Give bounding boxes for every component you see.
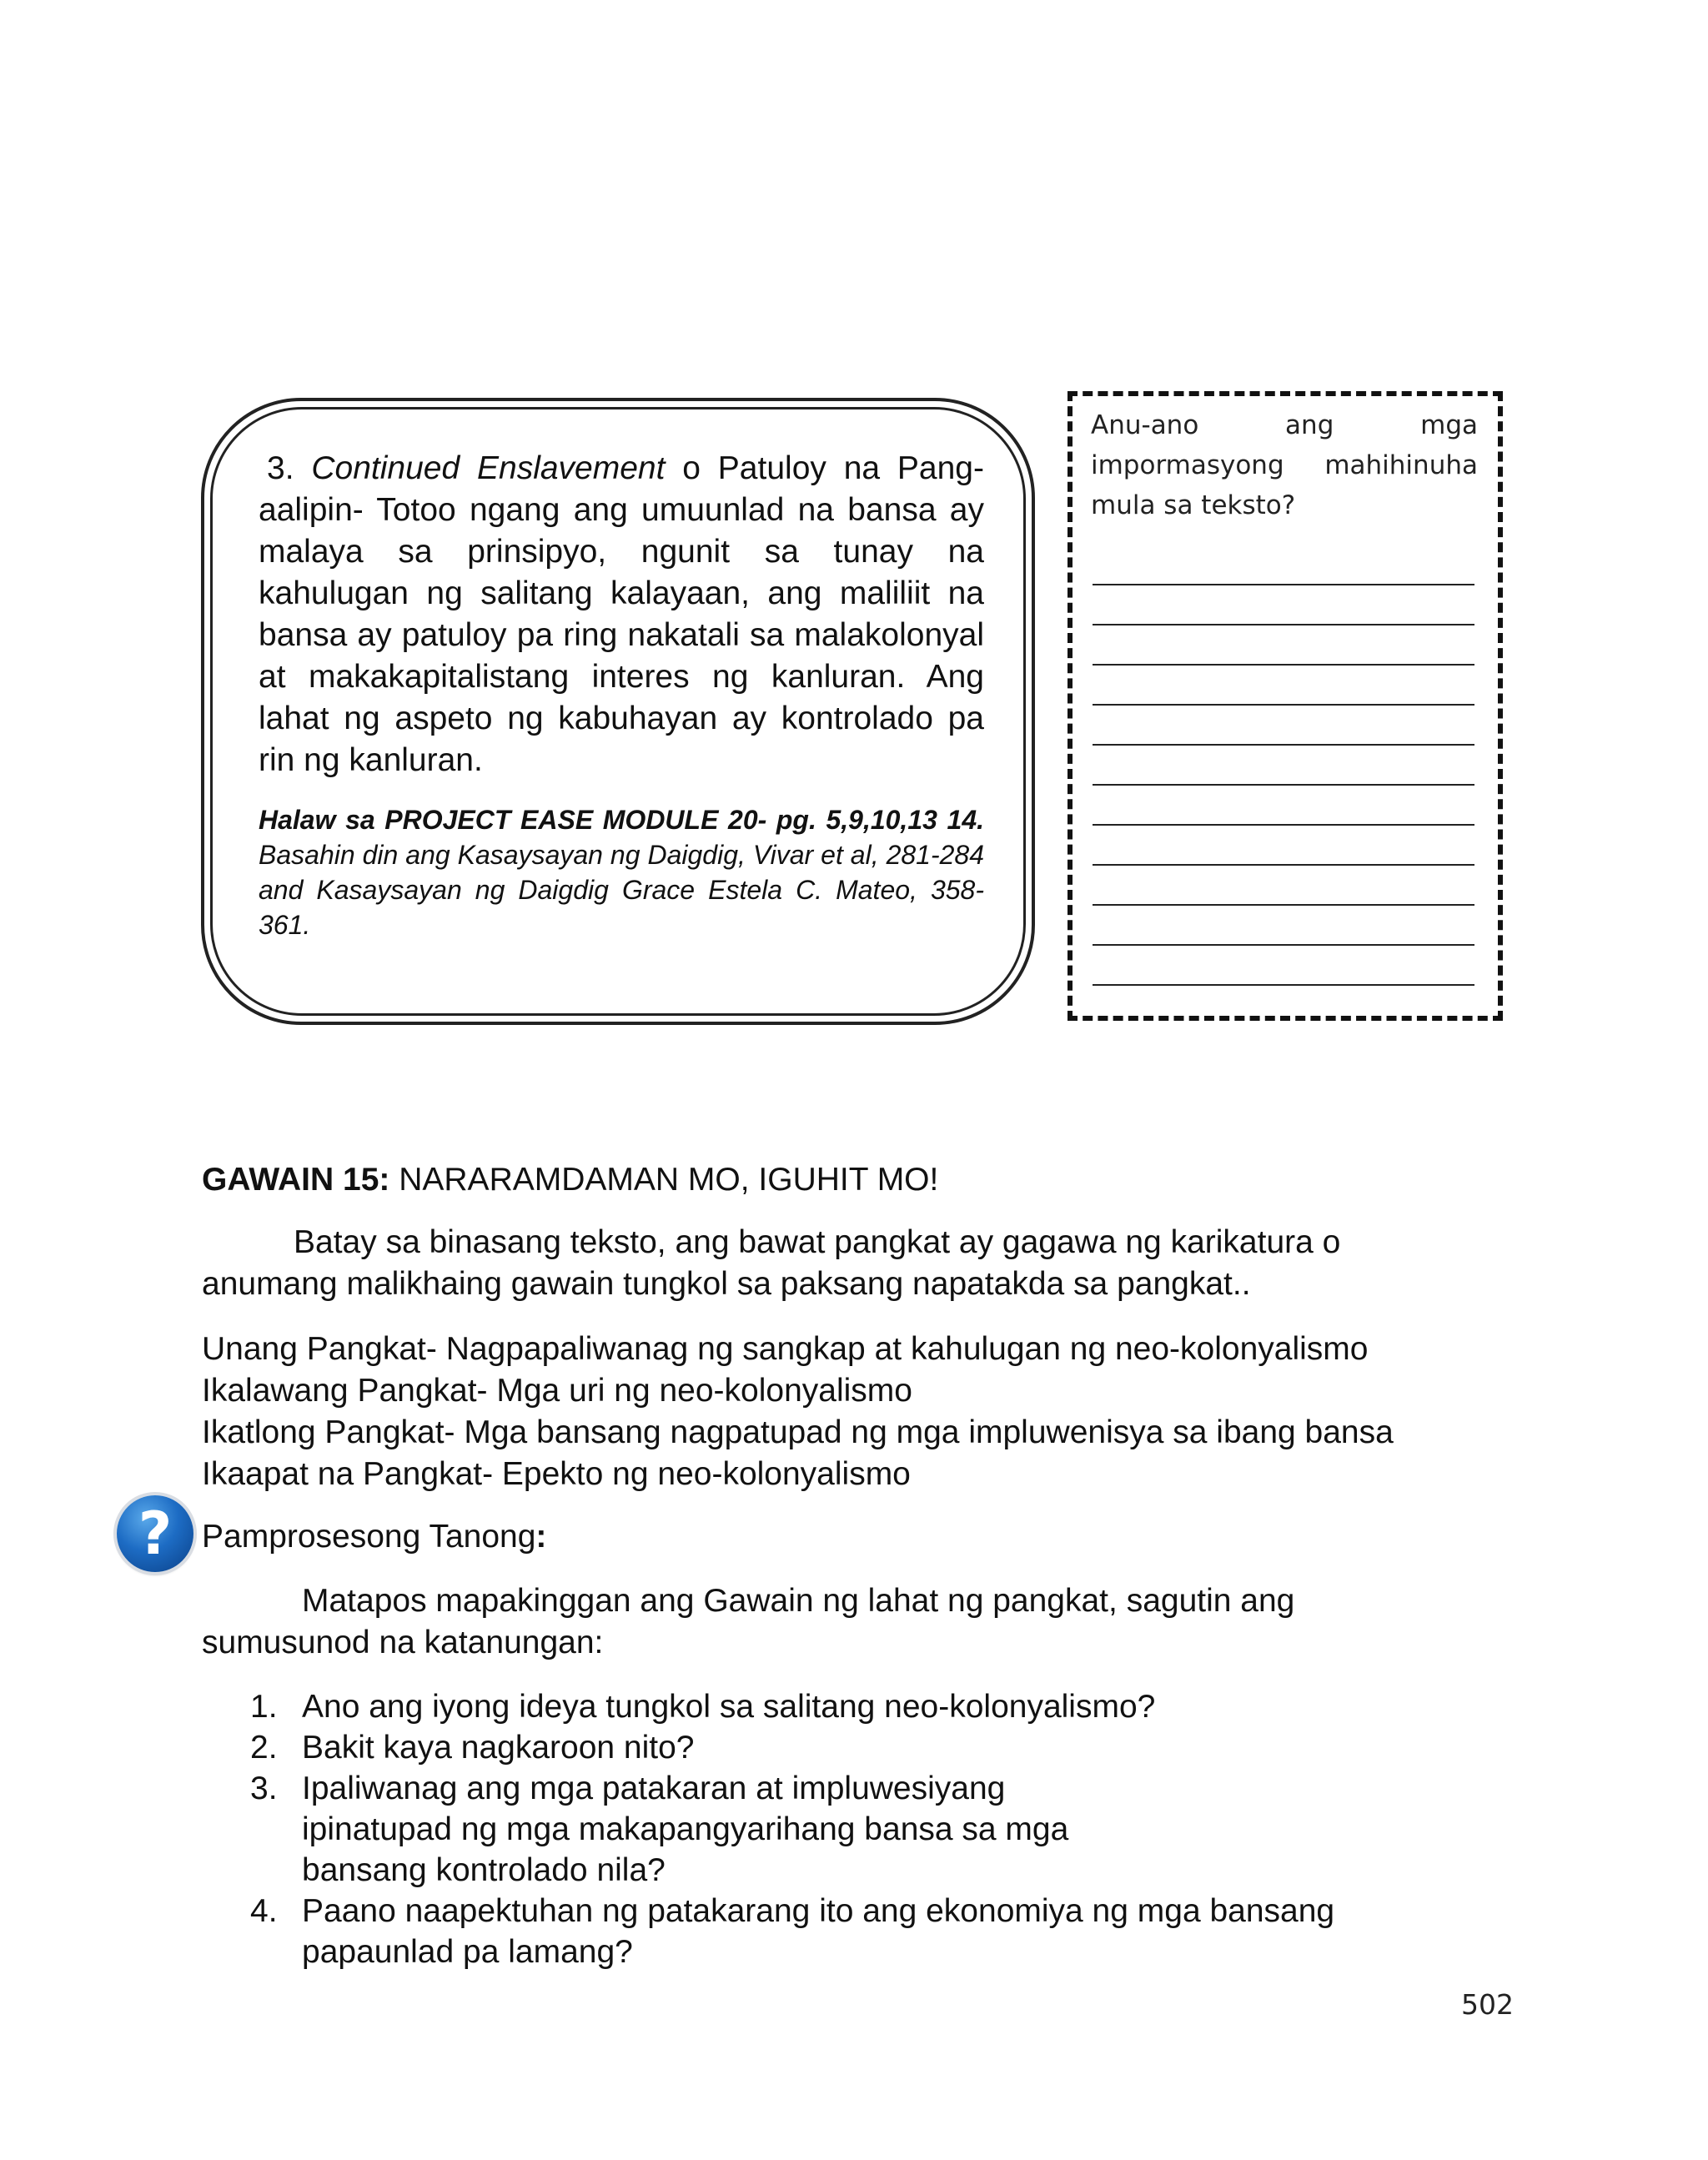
reading-number: 3. [267, 450, 294, 486]
answer-line-5[interactable] [1093, 744, 1474, 746]
processing-intro-text: Matapos mapakinggan ang Gawain ng lahat ng pangkat, sagutin ang sumusunod na katanungan: [202, 1583, 1295, 1660]
answer-line-1[interactable] [1093, 584, 1474, 585]
list-item [250, 1891, 1418, 1972]
question-text: Ipaliwanag ang mga patakaran at impluwesiyang ipinatupad ng mga makapangyarihang bansa sa mga bansang kontrolado nila? [302, 1771, 1069, 1888]
group-item-3: Ikatlong Pangkat- Mga bansang nagpatupad ng mga impluwenisya sa ibang bansa [202, 1414, 1394, 1450]
source-bold: Halaw sa PROJECT EASE MODULE 20- pg. 5,9,10,13 14. [259, 805, 984, 835]
question-list [250, 1686, 1501, 1972]
question-text: Ano ang iyong ideya tungkol sa salitang neo-kolonyalismo? [302, 1689, 1156, 1725]
answer-line-7[interactable] [1093, 824, 1474, 826]
processing-title: Pamprosesong Tanong [202, 1519, 536, 1555]
processing-colon: : [535, 1519, 547, 1555]
answer-line-3[interactable] [1093, 664, 1474, 666]
answer-box-question: Anu-ano ang mga impormasyong mahihinuha mula sa teksto? [1091, 410, 1478, 520]
answer-line-10[interactable] [1093, 944, 1474, 946]
answer-line-6[interactable] [1093, 784, 1474, 786]
page-number: 502 [1461, 1988, 1514, 2021]
group-item-1: Unang Pangkat- Nagpapaliwanag ng sangkap at kahulugan ng neo-kolonyalismo [202, 1331, 1369, 1367]
group-item-2: Ikalawang Pangkat- Mga uri ng neo-kolonyalismo [202, 1373, 912, 1409]
processing-heading [202, 1516, 546, 1558]
question-number: 4. [250, 1893, 278, 1929]
list-item [250, 1727, 1501, 1768]
gawain-label: GAWAIN 15: [202, 1162, 390, 1198]
question-number: 1. [250, 1689, 278, 1725]
question-number: 2. [250, 1730, 278, 1766]
reading-term: Continued Enslavement [311, 450, 666, 486]
answer-line-8[interactable] [1093, 864, 1474, 866]
reading-body: o Patuloy na Pang-aalipin- Totoo ngang ang umuunlad na bansa ay malaya sa prinsipyo, ngunit sa tunay na kahulugan ng salitang kalayaan, ang maliliit na bansa ay patuloy pa ring nakatali sa malakolonyal at makakapitalistang interes ng kanluran. Ang lahat ng aspeto ng kabuhayan ay kontrolado pa rin ng kanluran. [259, 450, 984, 778]
answer-line-11[interactable] [1093, 984, 1474, 986]
answer-line-4[interactable] [1093, 704, 1474, 706]
question-text: Paano naapektuhan ng patakarang ito ang ekonomiya ng mga bansang papaunlad pa lamang? [302, 1893, 1335, 1970]
answer-line-9[interactable] [1093, 904, 1474, 906]
question-text: Bakit kaya nagkaroon nito? [302, 1730, 695, 1766]
reading-source-citation [259, 802, 984, 942]
reading-passage [259, 448, 984, 781]
answer-line-2[interactable] [1093, 624, 1474, 625]
gawain-instruction-text: Batay sa binasang teksto, ang bawat pangkat ay gagawa ng karikatura o anumang malikhaing gawain tungkol sa paksang napatakda sa pangkat.. [202, 1224, 1341, 1302]
gawain-heading [202, 1159, 938, 1201]
question-number: 3. [250, 1771, 278, 1806]
list-item [250, 1768, 1418, 1891]
group-item-4: Ikaapat na Pangkat- Epekto ng neo-kolonyalismo [202, 1456, 911, 1492]
processing-intro [202, 1580, 1436, 1664]
question-mark-glyph: ? [138, 1499, 173, 1568]
gawain-title: NARARAMDAMAN MO, IGUHIT MO! [389, 1162, 939, 1198]
gawain-instruction [202, 1222, 1436, 1305]
list-item [250, 1686, 1501, 1727]
source-rest: Basahin din ang Kasaysayan ng Daigdig, Vivar et al, 281-284 and Kasaysayan ng Daigdig Grace Estela C. Mateo, 358-361. [259, 840, 984, 940]
question-mark-icon [117, 1495, 193, 1572]
